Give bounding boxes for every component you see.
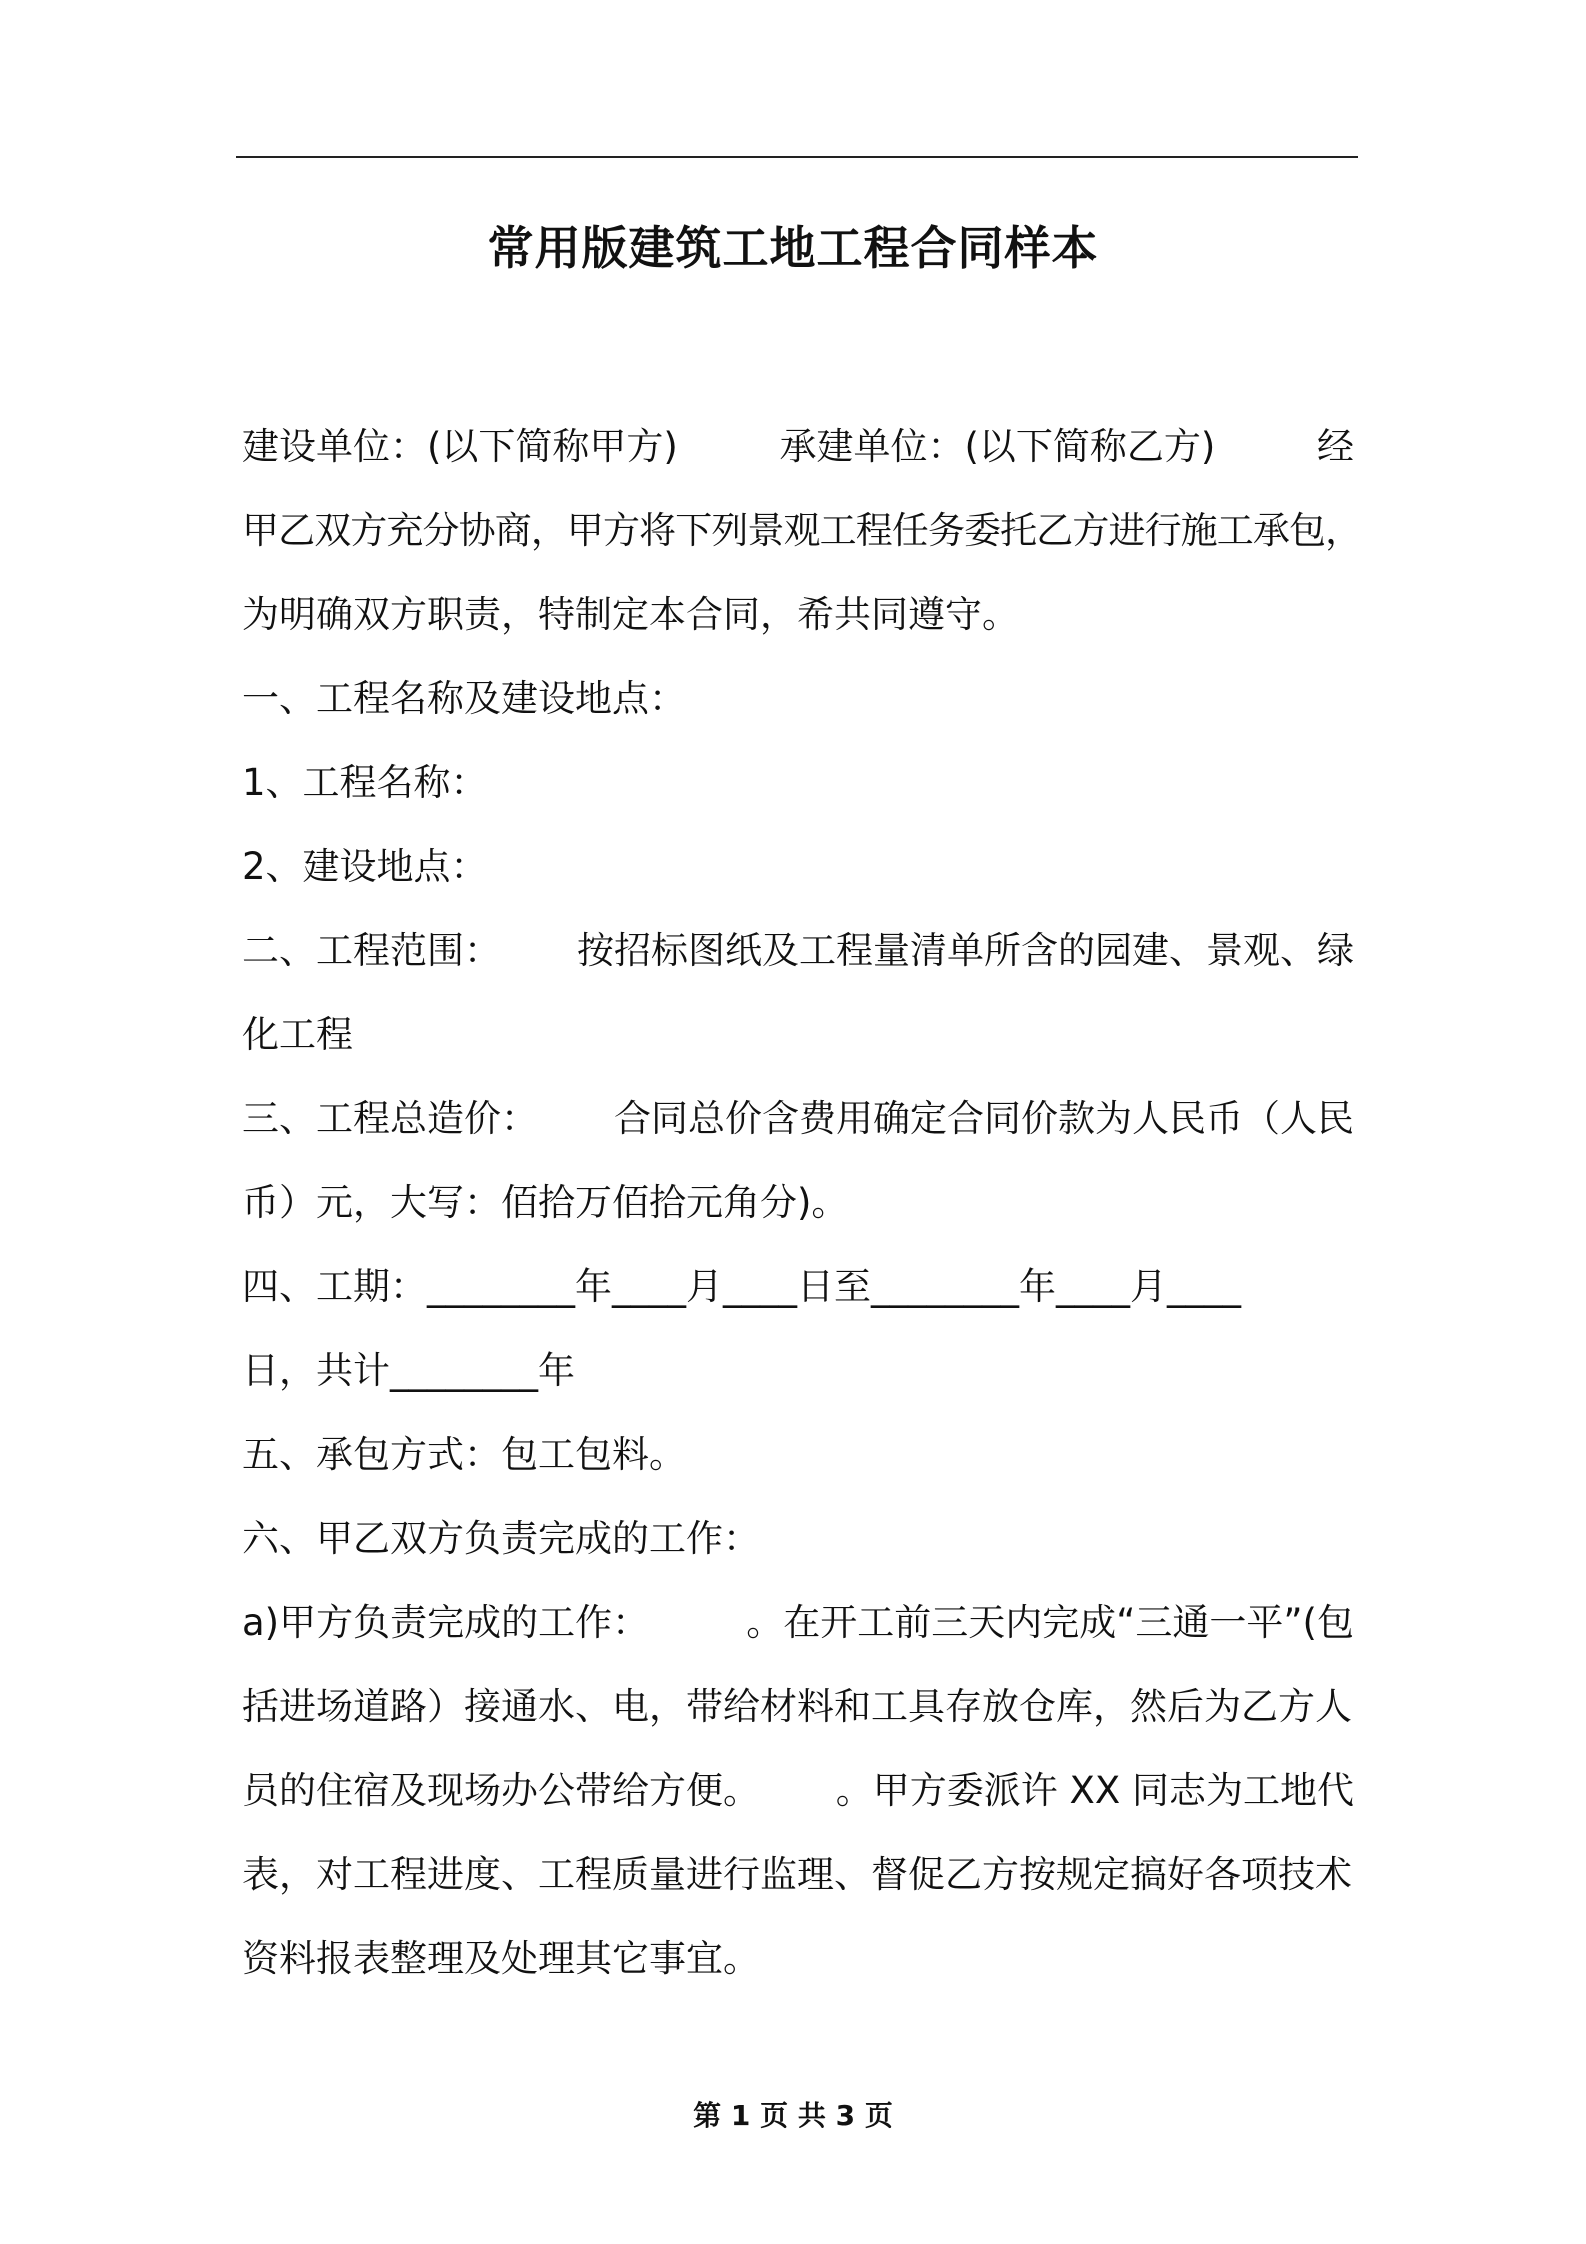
line-segment: 建设单位：(以下简称甲方) — [242, 425, 678, 468]
body-line — [242, 1581, 1354, 1665]
body-line — [242, 1917, 1354, 2001]
line-segment: 1、工程名称： — [242, 761, 488, 804]
line-segment: a)甲方负责完成的工作： — [242, 1601, 650, 1644]
body-line — [242, 405, 1354, 489]
section-heading — [242, 1497, 1354, 1581]
line-segment: 承建单位：(以下简称乙方) — [779, 425, 1216, 468]
body-line — [242, 1749, 1354, 1833]
body-line — [242, 825, 1354, 909]
line-segment: 三、工程总造价： — [242, 1097, 538, 1140]
line-segment: 资料报表整理及处理其它事宜。 — [242, 1937, 760, 1980]
body-line — [242, 1161, 1354, 1245]
body-line — [242, 741, 1354, 825]
line-segment: 2、建设地点： — [242, 845, 488, 888]
line-segment: 按招标图纸及工程量清单所含的园建、景观、绿 — [577, 929, 1354, 972]
line-segment: 二、工程范围： — [242, 929, 501, 972]
page-number: 第 1 页 共 3 页 — [693, 2099, 893, 2132]
line-segment: 化工程 — [242, 1013, 353, 1056]
line-segment: 合同总价含费用确定合同价款为人民币（人民 — [614, 1097, 1354, 1140]
line-segment: 币）元，大写：佰拾万佰拾元角分)。 — [242, 1181, 849, 1224]
section-heading — [242, 909, 1354, 993]
line-segment: 日，共计________年 — [242, 1349, 575, 1392]
line-segment: 为明确双方职责，特制定本合同，希共同遵守。 — [242, 593, 1019, 636]
section-heading — [242, 657, 1354, 741]
body-line — [242, 1665, 1354, 1749]
line-segment: 员的住宿及现场办公带给方便。 — [242, 1769, 760, 1812]
body-line — [242, 489, 1362, 573]
document-title: 常用版建筑工地工程合同样本 — [487, 221, 1099, 275]
line-segment: 六、甲乙双方负责完成的工作： — [242, 1517, 760, 1560]
body-line — [242, 573, 1354, 657]
line-segment: 括进场道路）接通水、电，带给材料和工具存放仓库，然后为乙方人 — [242, 1685, 1352, 1728]
section-heading — [242, 1077, 1354, 1161]
line-segment: 四、工期：________年____月____日至________年____月____ — [242, 1265, 1241, 1308]
section-heading — [242, 1245, 1354, 1329]
line-segment: 经 — [1317, 425, 1354, 468]
body-line — [242, 1329, 1354, 1413]
line-segment: 五、承包方式：包工包料。 — [242, 1433, 686, 1476]
body-line — [242, 993, 1354, 1077]
line-segment: 。在开工前三天内完成“三通一平”(包 — [746, 1601, 1354, 1644]
line-segment: 一、工程名称及建设地点： — [242, 677, 686, 720]
line-segment: 表，对工程进度、工程质量进行监理、督促乙方按规定搞好各项技术 — [242, 1853, 1352, 1896]
body-line — [242, 1833, 1354, 1917]
line-segment: 甲乙双方充分协商，甲方将下列景观工程任务委托乙方进行施工承包， — [242, 509, 1362, 552]
line-segment: 。甲方委派许 XX 同志为工地代 — [835, 1769, 1354, 1812]
document-body — [242, 405, 1362, 2001]
section-heading — [242, 1413, 1354, 1497]
header-rule — [236, 156, 1358, 158]
